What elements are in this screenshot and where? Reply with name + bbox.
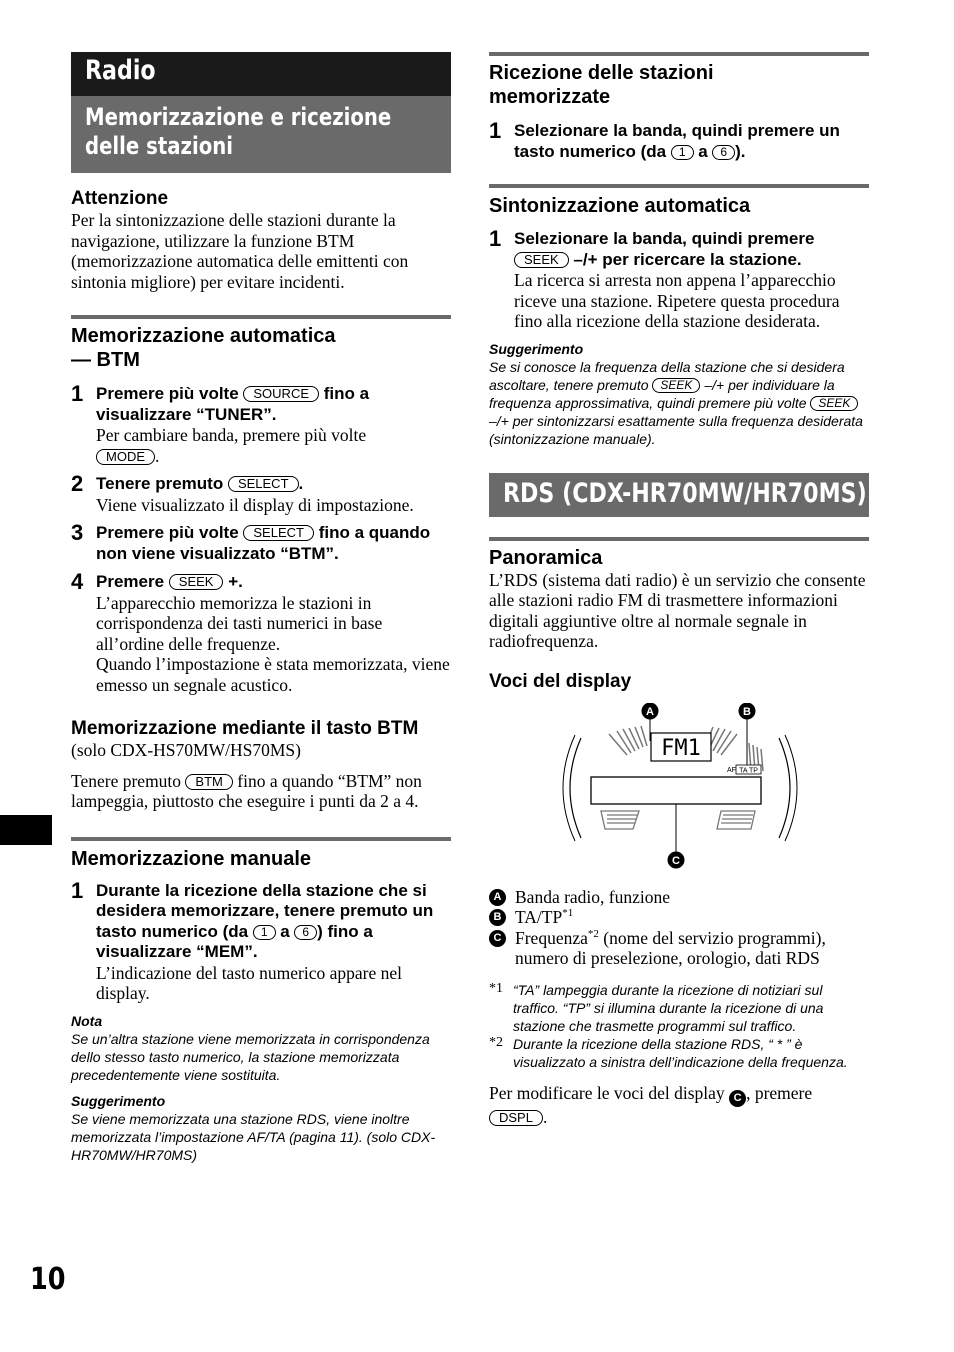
- source-key: SOURCE: [243, 386, 319, 402]
- tip-heading: Suggerimento: [71, 1092, 166, 1109]
- legend-c: C Frequenza$^{*2}$ (nome del servizio programmi), numero di preselezione, orologio, dati RDS: [489, 928, 869, 969]
- af-indicator: AF: [727, 766, 736, 774]
- overview-text: L’RDS (sistema dati radio) è un servizio che consente alle stazioni radio FM di trasmettere informazioni digitali aggiuntive oltre al normale segnale in radiofrequenza.: [489, 569, 866, 651]
- number-key-1: 1: [253, 925, 276, 940]
- auto-step-1: 1 Selezionare la banda, quindi premere SEEK –/+ per ricercare la stazione. La ricerca si arresta non appena l’apparecchio riceve una stazione. Ripetere questa procedura fino alla ricezione della stazione desiderata.: [489, 226, 840, 331]
- overview-heading: Panoramica: [489, 546, 603, 569]
- mode-key: MODE: [96, 449, 155, 465]
- rds-title-bar: [489, 473, 869, 517]
- btm-key-heading: Memorizzazione mediante il tasto BTM: [71, 718, 419, 739]
- callout-b-marker: B: [489, 909, 506, 926]
- seek-key: SEEK: [652, 378, 700, 393]
- callout-c: [668, 851, 685, 868]
- step-number: 1: [489, 118, 502, 143]
- callout-a: [642, 703, 659, 720]
- tip-text: Se viene memorizzata una stazione RDS, viene inoltre memorizzata l’impostazione AF/TA (pagina 11). (solo CDX-HR70MW/HR70MS): [71, 1110, 436, 1163]
- section-tab-marker: [0, 815, 52, 845]
- step-number: 2: [71, 471, 84, 496]
- display-illustration: [489, 703, 869, 879]
- section-title: Memorizzazione e ricezione delle stazioni: [85, 103, 392, 160]
- rds-title: RDS (CDX-HR70MW/HR70MS): [503, 477, 867, 509]
- svg-text:B: B: [743, 705, 751, 718]
- footnote-2: *2 Durante la ricezione della stazione RDS, “ * ” è visualizzato a sinistra dell’indicazione della frequenza.: [489, 1034, 848, 1070]
- left-column: [71, 52, 451, 1164]
- select-key: SELECT: [228, 476, 299, 492]
- manual-step-1: 1 Durante la ricezione della stazione che si desidera memorizzare, tenere premuto un tasto numerico (da 1 a 6 ) fino a visualizzare “MEM”. L’indicazione del tasto numerico appare nel display.: [71, 877, 434, 1003]
- nota-text: Se un’altra stazione viene memorizzata in corrispondenza dello stesso tasto numerico, la stazione memorizzata precedentemente viene sostituita.: [71, 1030, 430, 1083]
- recall-step-1: 1 Selezionare la banda, quindi premere un tasto numerico (da 1 a 6 ).: [489, 118, 840, 161]
- tip-text: Se si conosce la frequenza della stazione che si desidera ascoltare, tenere premuto SEEK –/+ per individuare la frequenza approssimativa, quindi premere più volte SEEK –/+ per sintonizzarsi esattamente sulla frequenza desiderata (sintonizzazione manuale).: [489, 358, 863, 447]
- seek-key: SEEK: [514, 252, 569, 268]
- seek-key: SEEK: [169, 574, 224, 590]
- nota-heading: Nota: [71, 1012, 103, 1029]
- step-number: 3: [71, 520, 84, 545]
- callout-c-marker: C: [489, 930, 506, 947]
- svg-text:A: A: [646, 705, 654, 718]
- btm-step-1: 1 Premere più volte SOURCE fino a visualizzare “TUNER”. Per cambiare banda, premere più volte MODE .: [71, 381, 370, 466]
- number-key-1: 1: [671, 145, 694, 160]
- auto-tuning-heading: Sintonizzazione automatica: [489, 195, 751, 217]
- display-items-heading: Voci del display: [489, 670, 632, 692]
- legend-a: A Banda radio, funzione: [489, 887, 869, 908]
- tip-heading: Suggerimento: [489, 340, 584, 357]
- btm-heading: Memorizzazione automatica — BTM: [71, 325, 336, 371]
- page-number: 10: [30, 1262, 66, 1297]
- legend-b: B TA/TP$^{*1}$: [489, 907, 869, 928]
- ta-tp-indicator: TA TP: [739, 767, 758, 774]
- step-number: 1: [489, 226, 502, 251]
- section-title-bar: [71, 96, 451, 173]
- btm-step-3: 3 Premere più volte SELECT fino a quando non viene visualizzato “BTM”.: [71, 520, 431, 563]
- number-key-6: 6: [712, 145, 735, 160]
- select-key: SELECT: [243, 525, 314, 541]
- callout-c-marker: C: [729, 1090, 746, 1107]
- number-key-6: 6: [294, 925, 317, 940]
- manual-heading: Memorizzazione manuale: [71, 847, 312, 870]
- btm-key-text: Tenere premuto BTM fino a quando “BTM” non lampeggia, piuttosto che eseguire i punti da 2 a 4.: [71, 770, 422, 811]
- display-diagram: [489, 703, 869, 879]
- btm-key-model: (solo CDX-HS70MW/HS70MS): [71, 740, 301, 760]
- step-number: 4: [71, 569, 84, 594]
- seek-key: SEEK: [810, 396, 858, 411]
- page-title: Radio: [85, 55, 156, 86]
- callout-b: [739, 703, 756, 720]
- callout-a-marker: A: [489, 889, 506, 906]
- step-number: 1: [71, 877, 84, 903]
- btm-step-2: 2 Tenere premuto SELECT . Viene visualizzato il display di impostazione.: [71, 471, 414, 515]
- page-title-bar: [71, 52, 451, 96]
- step-number: 1: [71, 381, 84, 406]
- btm-key: BTM: [185, 774, 232, 790]
- attention-text: Per la sintonizzazione delle stazioni durante la navigazione, utilizzare la funzione BTM (memorizzazione automatica delle emittenti con sintonia migliore) per evitare incidenti.: [71, 210, 409, 292]
- dspl-key: DSPL: [489, 1110, 543, 1126]
- right-column: [489, 52, 869, 1127]
- display-band-text: FM1: [661, 735, 701, 761]
- svg-text:C: C: [672, 854, 680, 867]
- attention-heading: Attenzione: [71, 188, 169, 209]
- recall-heading: Ricezione delle stazioni memorizzate: [489, 62, 714, 108]
- change-display-text: Per modificare le voci del display C , premere DSPL .: [489, 1082, 813, 1127]
- btm-step-4: 4 Premere SEEK +. L’apparecchio memorizza le stazioni in corrispondenza dei tasti numerici in base all’ordine delle frequenze. Quando l’impostazione è stata memorizzata, viene emesso un segnale acustico.: [71, 569, 450, 695]
- footnote-1: *1 “TA” lampeggia durante la ricezione di notiziari sul traffico. “TP” si illumina durante la ricezione di una stazione che trasmette programmi sul traffico.: [489, 980, 824, 1034]
